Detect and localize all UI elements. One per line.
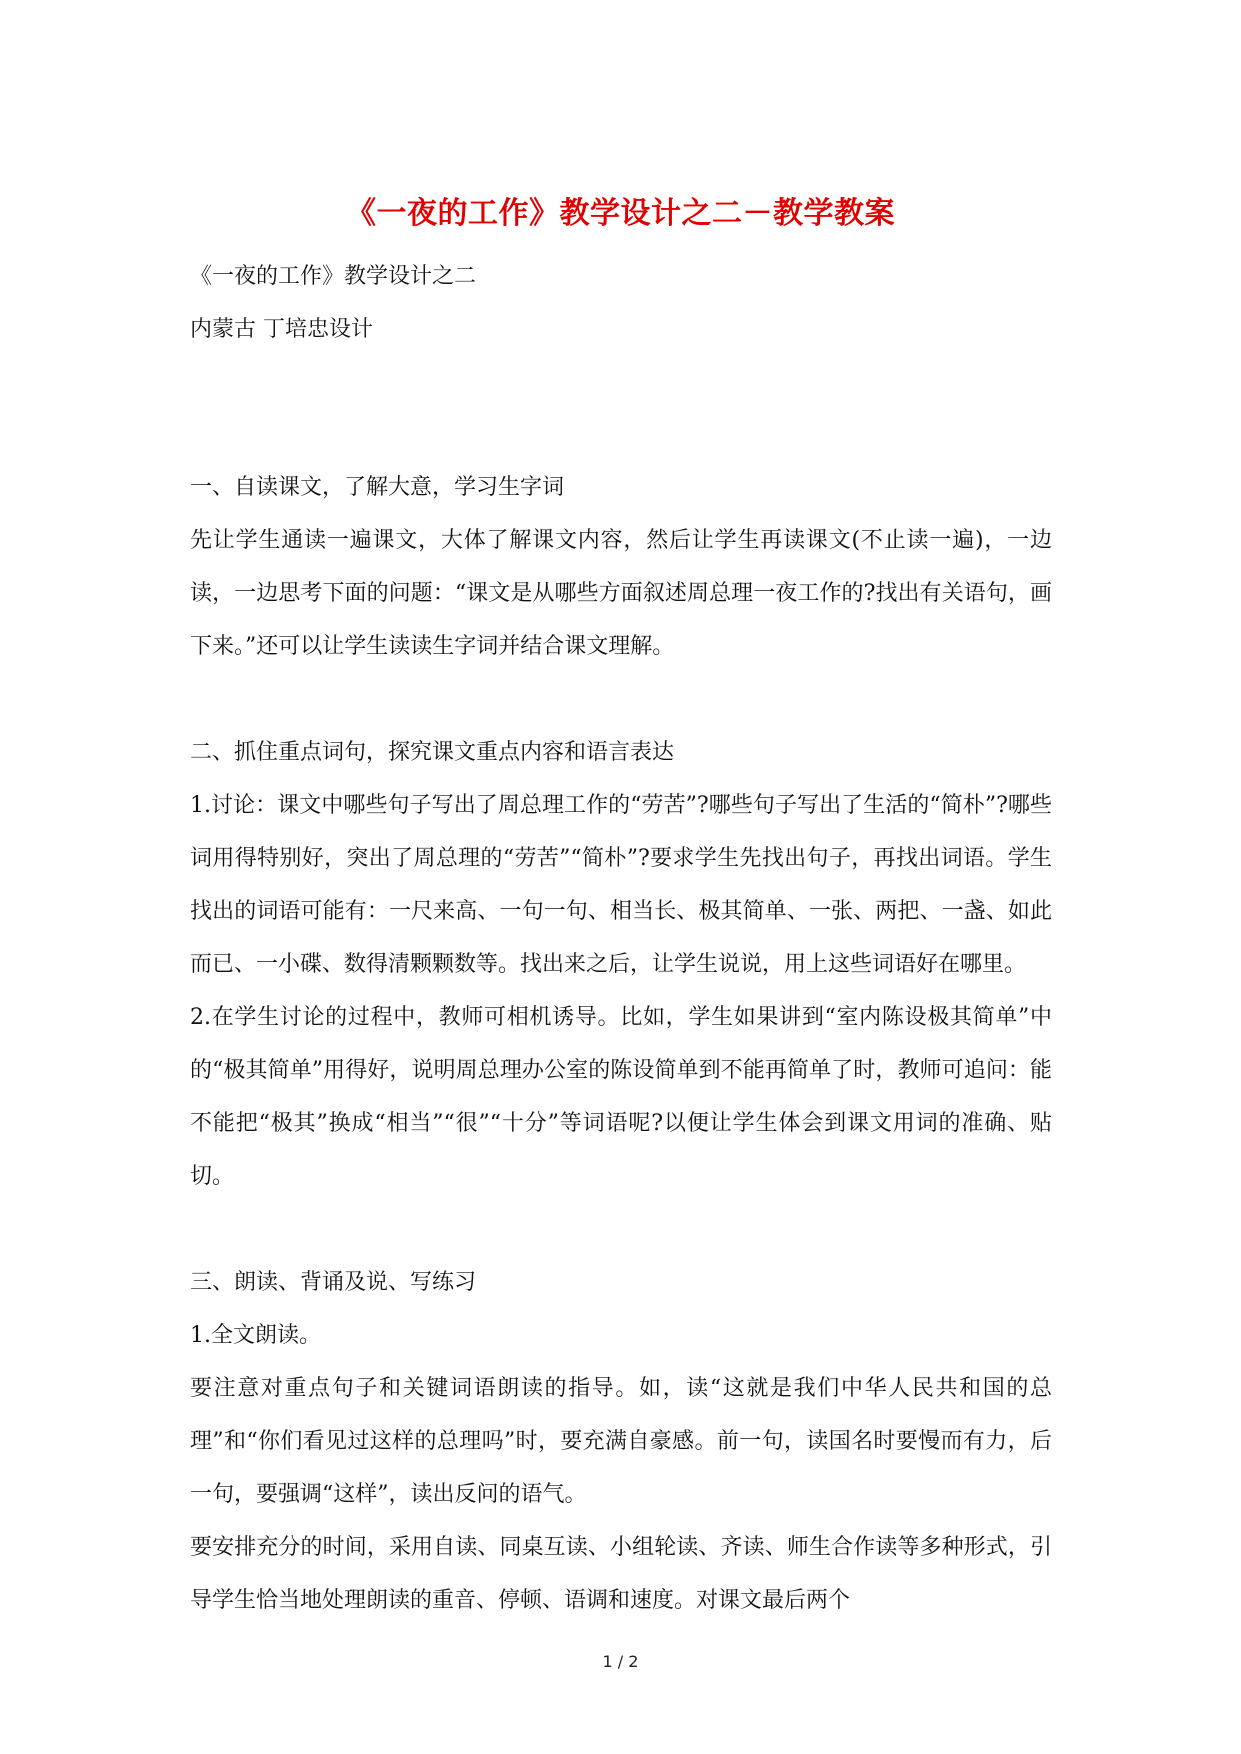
author-line: 内蒙古 丁培忠设计 (190, 317, 373, 342)
paragraph: 2.在学生讨论的过程中，教师可相机诱导。比如，学生如果讲到“室内陈设极其简单”中的“极其简单”用得好，说明周总理办公室的陈设简单到不能再简单了时，教师可追问：能不能把“极其”换成“相当”“很”“十分”等词语呢?以便让学生体会到课文用词的准确、贴切。 (190, 1005, 1052, 1189)
spacer (190, 673, 1052, 726)
paragraph: 要安排充分的时间，采用自读、同桌互读、小组轮读、齐读、师生合作读等多种形式，引导学生恰当地处理朗读的重音、停顿、语调和速度。对课文最后两个 (190, 1535, 1052, 1613)
section-2 (190, 726, 1052, 1203)
document-title: 《一夜的工作》教学设计之二－教学教案 (346, 196, 895, 231)
section-1 (190, 461, 1052, 673)
document-body (190, 250, 1052, 1627)
paragraph: 1.讨论：课文中哪些句子写出了周总理工作的“劳苦”?哪些句子写出了生活的“简朴”?哪些词用得特别好，突出了周总理的“劳苦”“简朴”?要求学生先找出句子，再找出词语。学生找出的词语可能有：一尺来高、一句一句、相当长、极其简单、一张、两把、一盏、如此而已、一小碟、数得清颗颗数等。找出来之后，让学生说说，用上这些词语好在哪里。 (190, 793, 1052, 977)
section-heading: 二、抓住重点词句，探究课文重点内容和语言表达 (190, 740, 675, 765)
document-subtitle: 《一夜的工作》教学设计之二 (190, 264, 477, 289)
spacer (190, 1203, 1052, 1256)
paragraph: 要注意对重点句子和关键词语朗读的指导。如，读“这就是我们中华人民共和国的总理”和“你们看见过这样的总理吗”时，要充满自豪感。前一句，读国名时要慢而有力，后一句，要强调“这样”，读出反问的语气。 (190, 1376, 1052, 1507)
section-heading: 三、朗读、背诵及说、写练习 (190, 1270, 477, 1295)
section-heading: 一、自读课文，了解大意，学习生字词 (190, 475, 565, 500)
spacer (190, 356, 1052, 461)
paragraph: 先让学生通读一遍课文，大体了解课文内容，然后让学生再读课文(不止读一遍)，一边读，一边思考下面的问题：“课文是从哪些方面叙述周总理一夜工作的?找出有关语句，画下来。”还可以让学生读读生字词并结合课文理解。 (190, 528, 1052, 659)
paragraph: 1.全文朗读。 (190, 1323, 321, 1348)
page-number: 1 / 2 (602, 1652, 639, 1671)
section-3 (190, 1256, 1052, 1627)
